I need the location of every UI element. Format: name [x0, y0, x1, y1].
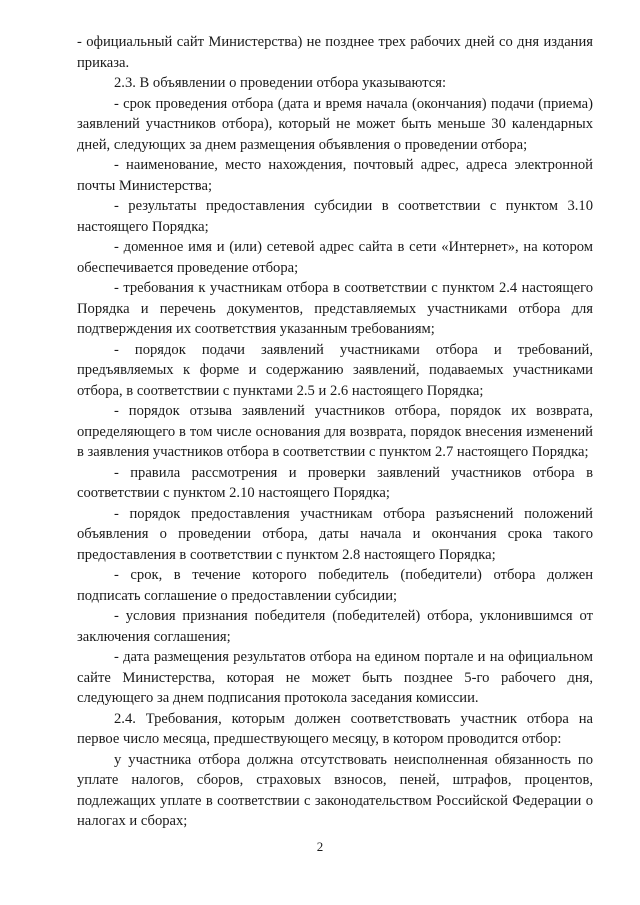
- paragraph-section-2-4: 2.4. Требования, которым должен соответствовать участник отбора на первое число месяца, предшествующего месяцу, в котором проводится отбор:: [77, 710, 593, 747]
- list-item-application-procedure: - порядок подачи заявлений участниками отбора и требований, предъявляемых к форме и содержанию заявлений, подаваемых участниками отбора, в соответствии с пунктами 2.5 и 2.6 настоящего Порядка;: [77, 341, 593, 399]
- list-item-review-rules: - правила рассмотрения и проверки заявлений участников отбора в соответствии с пунктом 2.10 настоящего Порядка;: [77, 464, 593, 501]
- paragraph-tax-requirement: у участника отбора должна отсутствовать неисполненная обязанность по уплате налогов, сборов, страховых взносов, пеней, штрафов, процентов, подлежащих уплате в соответствии с законодательством Российской Федерации о налогах и сборах;: [77, 751, 593, 829]
- list-item-withdrawal-procedure: - порядок отзыва заявлений участников отбора, порядок их возврата, определяющего в том числе основания для возврата, порядок внесения изменений в заявления участников отбора в соответствии с пунктом 2.7 настоящего Порядка;: [77, 403, 593, 460]
- list-item-subsidy-results: - результаты предоставления субсидии в соответствии с пунктом 3.10 настоящего Порядка;: [77, 198, 593, 235]
- list-item-clarifications: - порядок предоставления участникам отбора разъяснений положений объявления о проведении отбора, даты начала и окончания срока такого предоставления в соответствии с пунктом 2.8 настоящего Порядка;: [77, 505, 593, 563]
- list-item-signing-deadline: - срок, в течение которого победитель (победители) отбора должен подписать соглашение о предоставлении субсидии;: [77, 567, 593, 604]
- paragraph-continuation: - официальный сайт Министерства) не позднее трех рабочих дней со дня издания приказа.: [77, 34, 593, 71]
- list-item-results-date: - дата размещения результатов отбора на едином портале и на официальном сайте Министерства, которая не может быть позднее 5-го рабочего дня, следующего за днем подписания протокола заседания комиссии.: [77, 649, 593, 706]
- list-item-website: - доменное имя и (или) сетевой адрес сайта в сети «Интернет», на котором обеспечивается проведение отбора;: [77, 239, 593, 276]
- list-item-evasion-conditions: - условия признания победителя (победителей) отбора, уклонившимся от заключения соглашения;: [77, 608, 593, 645]
- list-item-deadline: - срок проведения отбора (дата и время начала (окончания) подачи (приема) заявлений участников отбора), который не может быть меньше 30 календарных дней, следующих за днем размещения объявления о проведении отбора;: [77, 95, 593, 153]
- page-number: 2: [316, 839, 324, 854]
- list-item-participant-requirements: - требования к участникам отбора в соответствии с пунктом 2.4 настоящего Порядка и перечень документов, представляемых участниками отбора для подтверждения их соответствия указанным требованиям;: [77, 280, 593, 337]
- document-body: [77, 32, 593, 832]
- list-item-ministry-contacts: - наименование, место нахождения, почтовый адрес, адреса электронной почты Министерства;: [77, 157, 593, 194]
- paragraph-section-2-3: 2.3. В объявлении о проведении отбора указываются:: [114, 75, 447, 91]
